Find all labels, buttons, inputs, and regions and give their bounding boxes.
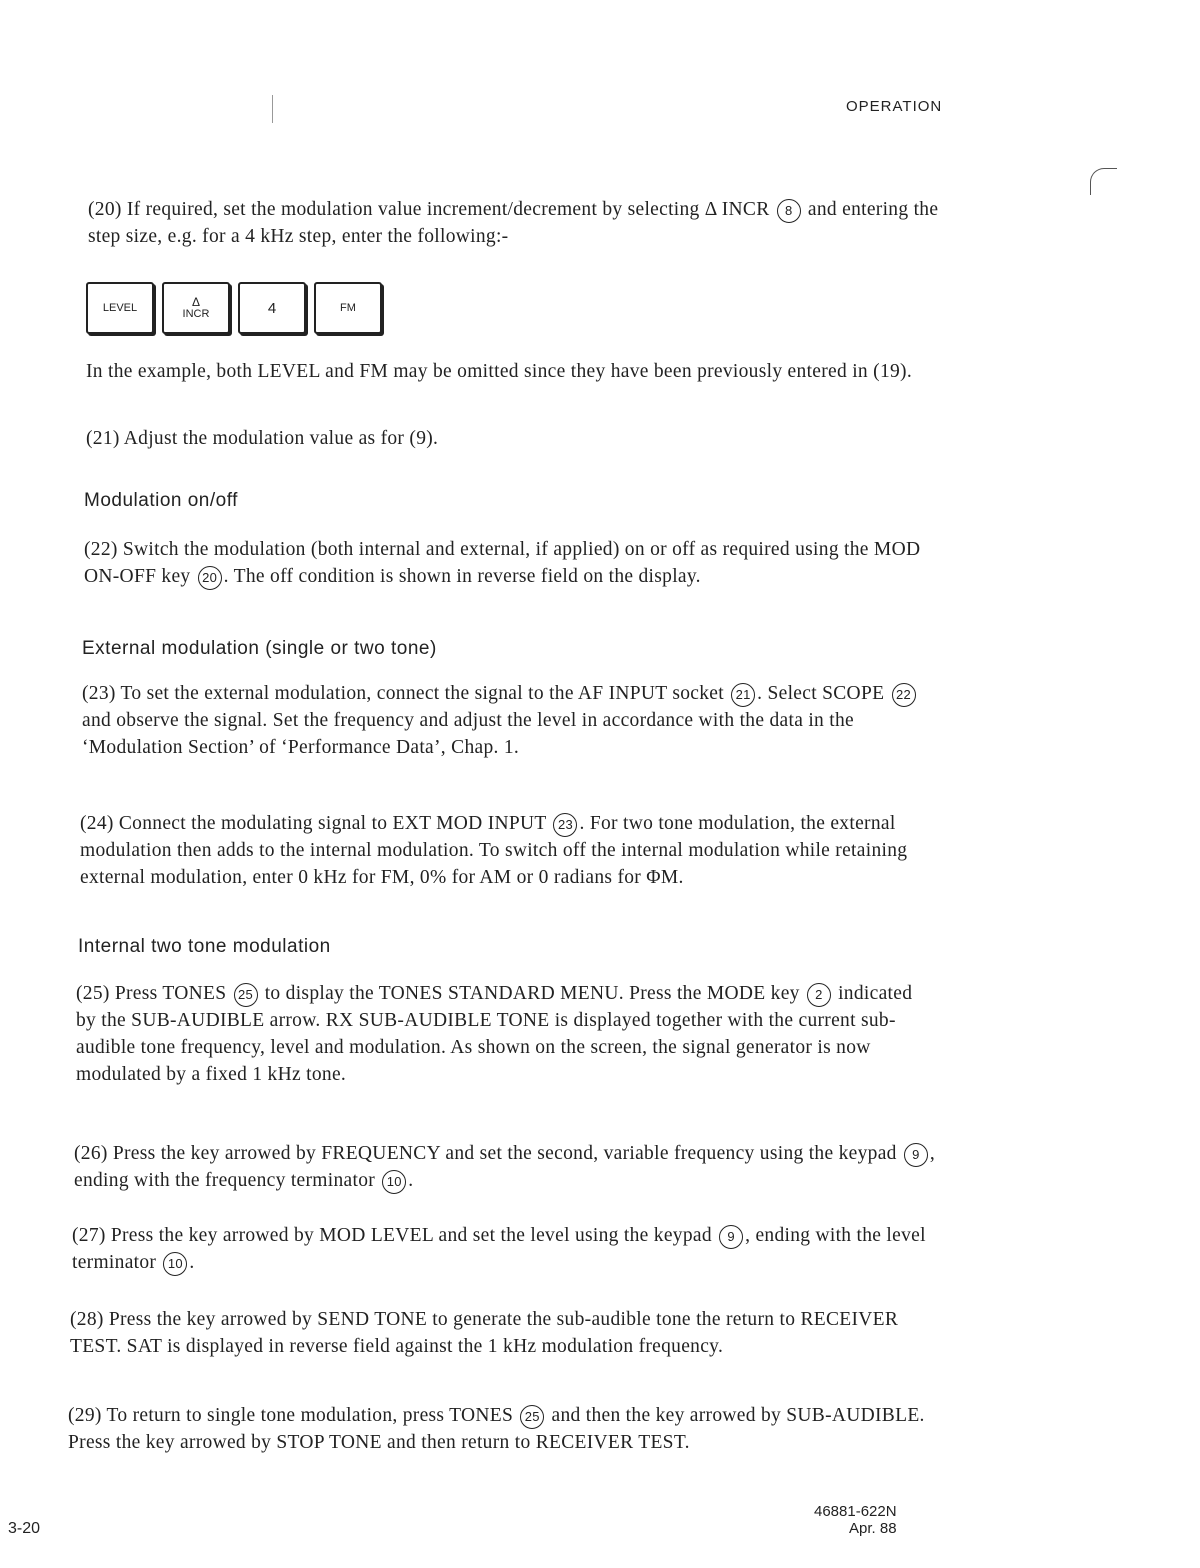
- paragraph-example: In the example, both LEVEL and FM may be omitted since they have been previously entered in (19).: [86, 361, 913, 382]
- callout-20: 20: [198, 566, 222, 590]
- key-4-label: 4: [267, 299, 277, 317]
- paragraph-24-text-b: . For two tone modulation, the external modulation then adds to the internal modulation. To switch off the internal modulation while retaining external modulation, enter 0 kHz for FM, 0% for AM or 0 radians for ΦM.: [80, 813, 908, 888]
- paragraph-20-text-b: and entering the step size, e.g. for a 4 kHz step, enter the following:-: [88, 199, 939, 247]
- paragraph-23: [82, 680, 944, 761]
- callout-25: 25: [520, 1405, 544, 1429]
- paragraph-20: [88, 196, 950, 250]
- key-delta-incr: [162, 282, 230, 334]
- paragraph-27: [72, 1222, 934, 1276]
- document-date: Apr. 88: [849, 1520, 897, 1537]
- paragraph-21: (21) Adjust the modulation value as for (9).: [86, 428, 439, 449]
- callout-8: 8: [777, 199, 801, 223]
- paragraph-25-text-b: to display the TONES STANDARD MENU. Press the MODE key: [264, 983, 800, 1004]
- callout-9: 9: [719, 1225, 743, 1249]
- paragraph-27-text-a: (27) Press the key arrowed by MOD LEVEL and set the level using the keypad: [72, 1225, 712, 1246]
- callout-9: 9: [904, 1143, 928, 1167]
- callout-10: 10: [382, 1170, 406, 1194]
- paragraph-29-text-b: and then the key arrowed by SUB-AUDIBLE. Press the key arrowed by STOP TONE and then return to RECEIVER TEST.: [68, 1405, 925, 1453]
- callout-21: 21: [731, 683, 755, 707]
- callout-22: 22: [892, 683, 916, 707]
- paragraph-26-text-b: , ending with the frequency terminator: [74, 1143, 936, 1191]
- paragraph-26-text-c: .: [408, 1170, 414, 1191]
- key-level: [86, 282, 154, 334]
- document-number: 46881-622N: [814, 1503, 897, 1520]
- callout-2: 2: [807, 983, 831, 1007]
- key-incr-label: INCR: [182, 308, 210, 320]
- paragraph-22-text-b: . The off condition is shown in reverse field on the display.: [223, 566, 701, 587]
- paragraph-22-text-a: (22) Switch the modulation (both internal and external, if applied) on or off as required using the MOD ON-OFF key: [84, 539, 921, 587]
- paragraph-25-text-a: (25) Press TONES: [76, 983, 227, 1004]
- paragraph-29: [68, 1402, 928, 1456]
- callout-25: 25: [234, 983, 258, 1007]
- paragraph-27-text-b: , ending with the level terminator: [72, 1225, 926, 1273]
- paragraph-23-text-c: and observe the signal. Set the frequency and adjust the level in accordance with the data in the ‘Modulation Section’ of ‘Performance Data’, Chap. 1.: [82, 710, 854, 758]
- paragraph-23-text-a: (23) To set the external modulation, connect the signal to the AF INPUT socket: [82, 683, 724, 704]
- paragraph-25-text-c: indicated by the SUB-AUDIBLE arrow. RX SUB-AUDIBLE TONE is displayed together with the current sub-audible tone frequency, level and modulation. As shown on the screen, the signal generator is now modulated by a fixed 1 kHz tone.: [76, 983, 913, 1085]
- delta-icon: Δ: [191, 295, 200, 309]
- heading-internal-two-tone: Internal two tone modulation: [78, 936, 331, 957]
- key-level-label: LEVEL: [102, 302, 138, 314]
- paragraph-22: [84, 536, 944, 590]
- key-fm-label: FM: [340, 302, 356, 314]
- paragraph-24: [80, 810, 942, 891]
- key-fm: [314, 282, 382, 334]
- paragraph-27-text-c: .: [189, 1252, 195, 1273]
- margin-rule: [272, 95, 273, 123]
- paragraph-23-text-b: . Select SCOPE: [757, 683, 885, 704]
- key-4: [238, 282, 306, 334]
- margin-mark: [1090, 168, 1117, 195]
- page-number: 3-20: [8, 1520, 41, 1537]
- paragraph-20-text-a: (20) If required, set the modulation value increment/decrement by selecting Δ INCR: [88, 199, 770, 220]
- page-header: OPERATION: [846, 98, 943, 115]
- paragraph-26: [74, 1140, 936, 1194]
- paragraph-25: [76, 980, 936, 1088]
- callout-10: 10: [163, 1252, 187, 1276]
- document-reference: [814, 1503, 897, 1537]
- paragraph-28: (28) Press the key arrowed by SEND TONE to generate the sub-audible tone the return to RECEIVER TEST. SAT is displayed in reverse field against the 1 kHz modulation frequency.: [70, 1309, 899, 1357]
- heading-external-modulation: External modulation (single or two tone): [82, 638, 437, 659]
- paragraph-29-text-a: (29) To return to single tone modulation, press TONES: [68, 1405, 514, 1426]
- callout-23: 23: [553, 813, 577, 837]
- key-sequence: [86, 282, 382, 334]
- paragraph-26-text-a: (26) Press the key arrowed by FREQUENCY and set the second, variable frequency using the keypad: [74, 1143, 897, 1164]
- paragraph-24-text-a: (24) Connect the modulating signal to EXT MOD INPUT: [80, 813, 547, 834]
- heading-modulation-onoff: Modulation on/off: [84, 490, 238, 511]
